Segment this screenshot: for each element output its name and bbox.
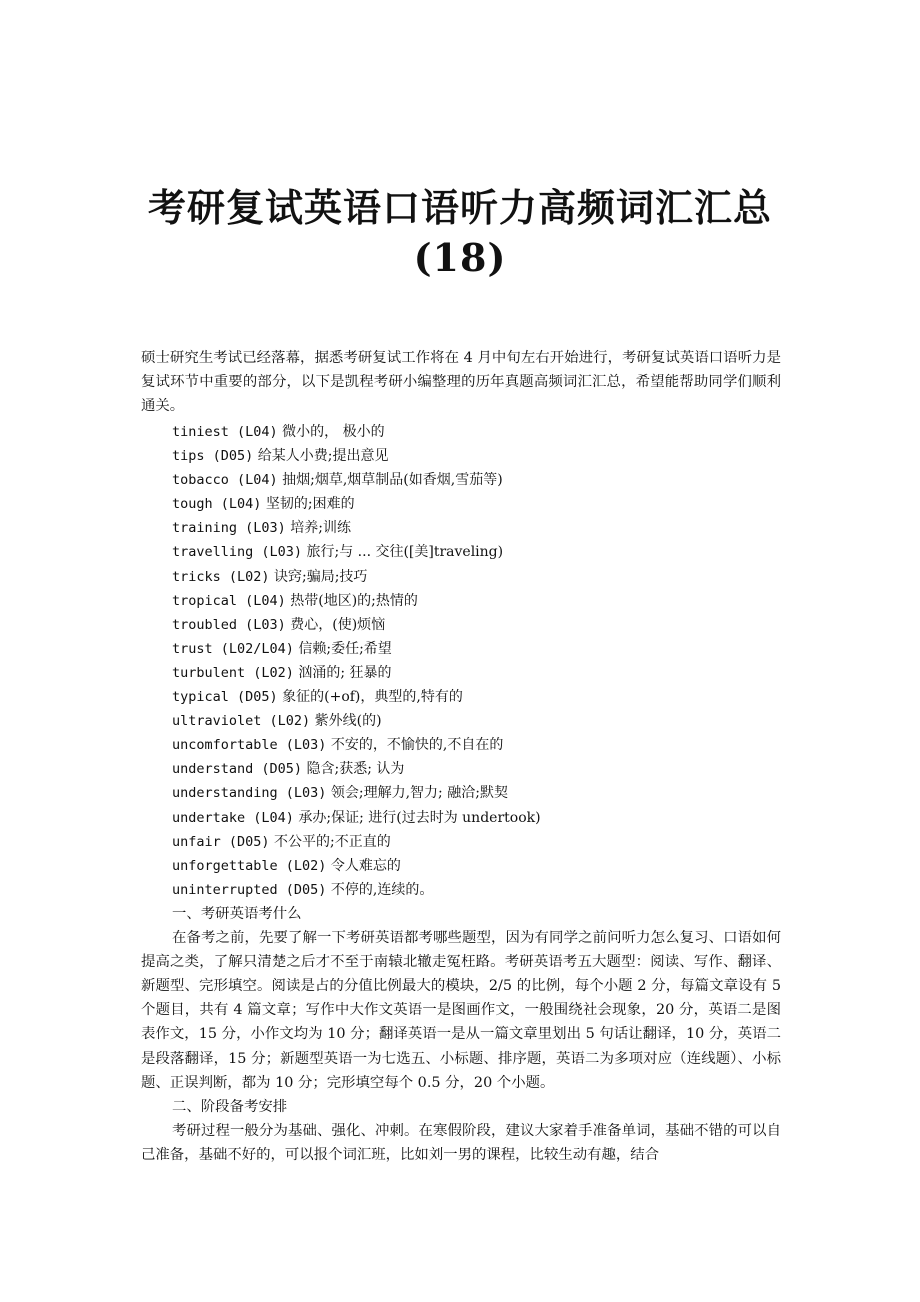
- vocab-meaning: 信赖;委任;希望: [293, 640, 392, 657]
- vocab-item: [172, 540, 541, 564]
- vocab-item: [172, 444, 541, 468]
- vocab-item: [172, 781, 541, 805]
- vocab-item: [172, 733, 541, 757]
- vocab-item: [172, 589, 541, 613]
- vocab-word: troubled (L03): [172, 616, 286, 633]
- vocab-word: undertake (L04): [172, 809, 294, 826]
- vocab-item: [172, 661, 541, 685]
- article-body: [141, 902, 781, 1167]
- vocab-word: unfair (D05): [172, 833, 270, 850]
- vocab-meaning: 旅行;与 ... 交往([美]traveling): [302, 544, 504, 561]
- vocab-word: typical (D05): [172, 689, 278, 706]
- vocab-word: tropical (L04): [172, 592, 286, 609]
- vocab-meaning: 给某人小费;提出意见: [253, 448, 389, 465]
- vocab-word: turbulent (L02): [172, 664, 294, 681]
- vocab-word: uninterrupted (D05): [172, 881, 327, 898]
- vocab-meaning: 不安的，不愉快的,不自在的: [326, 737, 504, 754]
- vocab-meaning: 培养;训练: [285, 520, 351, 537]
- vocab-meaning: 费心，(使)烦恼: [285, 616, 386, 633]
- vocab-item: [172, 854, 541, 878]
- vocab-word: uncomfortable (L03): [172, 737, 327, 754]
- vocab-item: [172, 878, 541, 902]
- section-heading-1: 一、考研英语考什么: [172, 906, 302, 922]
- vocab-meaning: 抽烟;烟草,烟草制品(如香烟,雪茄等): [277, 472, 503, 489]
- vocab-word: tiniest (L04): [172, 424, 278, 440]
- vocab-item: [172, 709, 541, 733]
- vocab-item: [172, 468, 541, 492]
- vocab-item: [172, 420, 541, 444]
- vocab-meaning: 紫外线(的): [310, 713, 382, 730]
- vocab-word: understand (D05): [172, 761, 303, 778]
- intro-paragraph: [141, 346, 781, 418]
- vocab-item: [172, 565, 541, 589]
- vocab-item: [172, 613, 541, 637]
- vocab-meaning: 微小的， 极小的: [277, 424, 385, 440]
- vocab-word: tobacco (L04): [172, 472, 278, 489]
- vocab-item: [172, 830, 541, 854]
- section-heading-2: 二、阶段备考安排: [172, 1098, 288, 1115]
- vocab-item: [172, 806, 541, 830]
- vocab-word: unforgettable (L02): [172, 857, 327, 874]
- vocab-meaning: 汹涌的; 狂暴的: [293, 664, 392, 681]
- document-title: [0, 183, 920, 283]
- section-paragraph-1: 在备考之前，先要了解一下考研英语都考哪些题型，因为有同学之前问听力怎么复习、口语如何提高之类，了解只清楚之后才不至于南辕北辙走冤枉路。考研英语考五大题型：阅读、写作、翻译、新题型、完形填空。阅读是占的分值比例最大的模块，2/5 的比例，每个小题 2 分，每篇文章设有 5 个题目，共有 4 篇文章；写作中大作文英语一是图画作文，一般围绕社会现象，20 分，英语二是图表作文，15 分，小作文均为 10 分；翻译英语一是从一篇文章里划出 5 句话让翻译，10 分，英语二是段落翻译，15 分；新题型英语一为七选五、小标题、排序题，英语二为多项对应（连线题）、小标题、正误判断，都为 10 分；完形填空每个 0.5 分，20 个小题。: [141, 930, 781, 1091]
- vocab-meaning: 坚韧的;困难的: [261, 496, 355, 513]
- vocab-item: [172, 492, 541, 516]
- section-paragraph-2: 考研过程一般分为基础、强化、冲刺。在寒假阶段，建议大家着手准备单词，基础不错的可以自己准备，基础不好的，可以报个词汇班，比如刘一男的课程，比较生动有趣，结合: [141, 1122, 781, 1163]
- vocab-meaning: 热带(地区)的;热情的: [285, 592, 418, 609]
- vocab-word: tricks (L02): [172, 568, 270, 585]
- vocab-word: training (L03): [172, 520, 286, 537]
- vocab-meaning: 隐含;获悉; 认为: [302, 761, 405, 778]
- vocab-item: [172, 637, 541, 661]
- vocab-item: [172, 757, 541, 781]
- vocab-item: [172, 685, 541, 709]
- title-line-1: 考研复试英语口语听力高频词汇汇总: [147, 185, 772, 230]
- vocab-item: [172, 516, 541, 540]
- vocab-meaning: 领会;理解力,智力; 融洽;默契: [326, 785, 508, 802]
- vocab-word: understanding (L03): [172, 785, 327, 802]
- vocab-word: tough (L04): [172, 496, 262, 513]
- vocab-list: [172, 420, 541, 902]
- vocab-meaning: 承办;保证; 进行(过去时为 undertook): [293, 809, 541, 826]
- vocab-word: ultraviolet (L02): [172, 713, 311, 730]
- title-line-2: (18): [413, 235, 507, 280]
- vocab-meaning: 不停的,连续的。: [326, 881, 434, 898]
- vocab-word: tips (D05): [172, 448, 254, 465]
- vocab-meaning: 诀窍;骗局;技巧: [269, 568, 368, 585]
- vocab-meaning: 令人难忘的: [326, 857, 401, 874]
- vocab-word: trust (L02/L04): [172, 640, 294, 657]
- intro-text: 硕士研究生考试已经落幕，据悉考研复试工作将在 4 月中旬左右开始进行，考研复试英语口语听力是复试环节中重要的部分，以下是凯程考研小编整理的历年真题高频词汇汇总，希望能帮助同学们顺利通关。: [141, 350, 781, 414]
- vocab-meaning: 象征的(+of)，典型的,特有的: [277, 689, 463, 706]
- vocab-word: travelling (L03): [172, 544, 303, 561]
- vocab-meaning: 不公平的;不正直的: [269, 833, 391, 850]
